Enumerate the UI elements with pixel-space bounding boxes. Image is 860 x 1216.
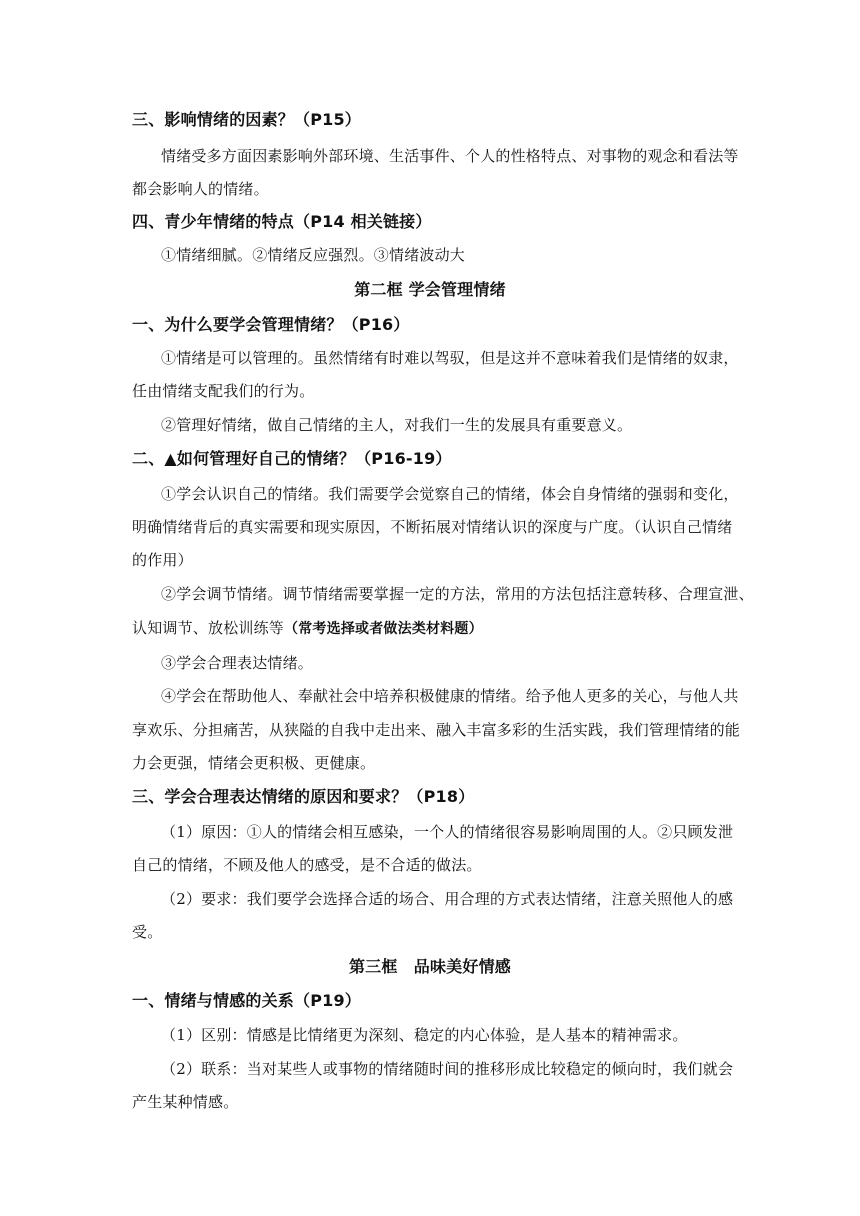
paragraph-text: 认知调节、放松训练等 <box>132 619 285 637</box>
paragraph-line: 情绪受多方面因素影响外部环境、生活事件、个人的性格特点、对事物的观念和看法等 <box>161 147 739 165</box>
paragraph-line: （1）区别：情感是比情绪更为深刻、稳定的内心体验，是人基本的精神需求。 <box>161 1026 688 1044</box>
exam-note: （常考选择或者做法类材料题） <box>284 621 483 637</box>
frame-title: 第二框 学会管理情绪 <box>354 280 506 299</box>
paragraph-line: ①情绪细腻。②情绪反应强烈。③情绪波动大 <box>161 246 466 264</box>
paragraph-line: ②管理好情绪，做自己情绪的主人，对我们一生的发展具有重要意义。 <box>161 416 633 434</box>
frame-title: 第三框 品味美好情感 <box>348 957 511 976</box>
paragraph-line: 享欢乐、分担痛苦，从狭隘的自我中走出来、融入丰富多彩的生活实践，我们管理情绪的能 <box>132 721 741 739</box>
section-heading: 四、青少年情绪的特点（P14 相关链接） <box>132 212 432 231</box>
paragraph-line: （1）原因：①人的情绪会相互感染，一个人的情绪很容易影响周围的人。②只顾发泄 <box>161 823 734 841</box>
paragraph-line: 任由情绪支配我们的行为。 <box>132 382 315 400</box>
paragraph-line: ①情绪是可以管理的。虽然情绪有时难以驾驭，但是这并不意味着我们是情绪的奴隶， <box>161 349 739 367</box>
paragraph-line: ④学会在帮助他人、奉献社会中培养积极健康的情绪。给予他人更多的关心，与他人共 <box>161 687 739 705</box>
paragraph-line: （2）联系：当对某些人或事物的情绪随时间的推移形成比较稳定的倾向时，我们就会 <box>161 1060 734 1078</box>
paragraph-line: ①学会认识自己的情绪。我们需要学会觉察自己的情绪，体会自身情绪的强弱和变化， <box>161 485 739 503</box>
paragraph-line: 自己的情绪，不顾及他人的感受，是不合适的做法。 <box>132 856 482 874</box>
section-heading: 三、影响情绪的因素？（P15） <box>132 110 361 129</box>
section-heading: 一、情绪与情感的关系（P19） <box>132 991 361 1010</box>
paragraph-line <box>132 618 732 639</box>
section-heading: 一、为什么要学会管理情绪？（P16） <box>132 315 410 334</box>
paragraph-line: 受。 <box>132 923 163 941</box>
paragraph-line: 都会影响人的情绪。 <box>132 180 269 198</box>
paragraph-line: （2）要求：我们要学会选择合适的场合、用合理的方式表达情绪，注意关照他人的感 <box>161 890 734 908</box>
paragraph-line: 的作用） <box>132 551 193 569</box>
paragraph-line: ②学会调节情绪。调节情绪需要掌握一定的方法，常用的方法包括注意转移、合理宣泄、 <box>161 585 754 603</box>
paragraph-line: ③学会合理表达情绪。 <box>161 654 314 672</box>
paragraph-line: 力会更强，情绪会更积极、更健康。 <box>132 754 376 772</box>
section-heading: 二、▲如何管理好自己的情绪？（P16-19） <box>132 449 452 468</box>
paragraph-line: 产生某种情感。 <box>132 1093 239 1111</box>
paragraph-line: 明确情绪背后的真实需要和现实原因，不断拓展对情绪认识的深度与广度。（认识自己情绪 <box>132 518 733 536</box>
section-heading: 三、学会合理表达情绪的原因和要求？（P18） <box>132 787 475 806</box>
